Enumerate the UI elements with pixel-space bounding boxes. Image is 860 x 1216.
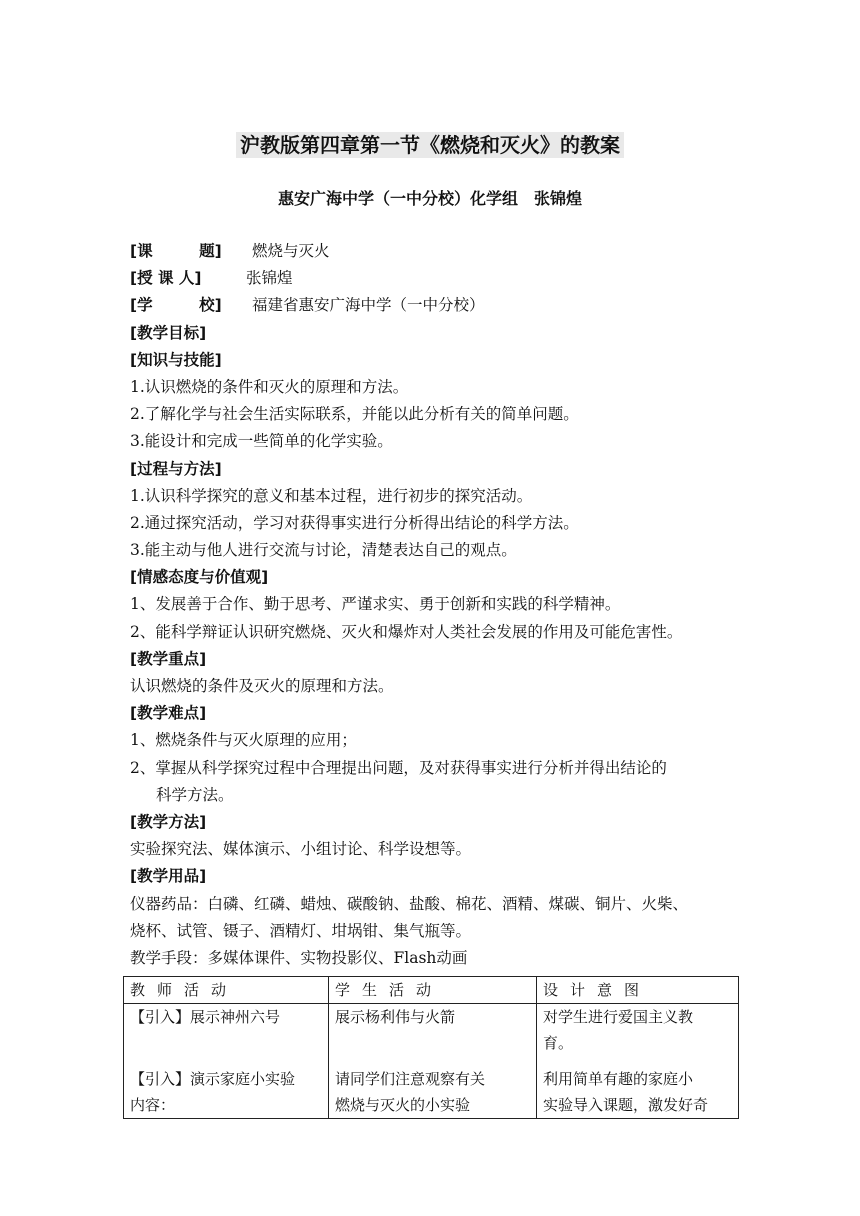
cell-text: 请同学们注意观察有关 <box>335 1070 486 1088</box>
process-item: 2.通过探究活动，学习对获得事实进行分析得出结论的科学方法。 <box>130 513 579 532</box>
teacher-label: [授 课 人] <box>130 269 202 288</box>
difficulty-item: 1、燃烧条件与灭火原理的应用； <box>130 731 357 750</box>
cell-text: 【引入】展示神州六号 <box>130 1008 281 1026</box>
cell-text: 对学生进行爱国主义教 <box>543 1008 694 1026</box>
cell-gap <box>335 1056 530 1066</box>
knowledge-item: 2.了解化学与社会生活实际联系，并能以此分析有关的简单问题。 <box>130 405 579 424</box>
cell-text: 【引入】演示家庭小实验 <box>130 1070 296 1088</box>
school-label: [学 校] <box>130 296 222 315</box>
difficulty-item-continued: 科学方法。 <box>156 785 234 804</box>
document-title <box>0 128 860 162</box>
header-teacher-activity: 教师活动 <box>124 977 329 1004</box>
knowledge-item: 1.认识燃烧的条件和灭火的原理和方法。 <box>130 377 409 396</box>
header-student-activity: 学生活动 <box>329 977 537 1004</box>
process-item: 1.认识科学探究的意义和基本过程，进行初步的探究活动。 <box>130 486 533 505</box>
activity-table <box>123 976 739 1119</box>
teacher-row <box>130 265 740 292</box>
school-row <box>130 292 740 319</box>
table-header-row <box>124 977 739 1004</box>
teacher-value: 张锦煌 <box>246 269 293 288</box>
student-activity-cell <box>329 1004 537 1119</box>
process-item: 3.能主动与他人进行交流与讨论，清楚表达自己的观点。 <box>130 541 517 560</box>
cell-spacer <box>335 1030 530 1056</box>
cell-gap <box>543 1056 732 1066</box>
knowledge-item: 3.能设计和完成一些简单的化学实验。 <box>130 432 393 451</box>
teaching-means-text: 教学手段：多媒体课件、实物投影仪、Flash动画 <box>130 948 468 967</box>
topic-row <box>130 238 740 265</box>
knowledge-heading: [知识与技能] <box>130 350 222 369</box>
table-row <box>124 1004 739 1119</box>
topic-value: 燃烧与灭火 <box>252 242 330 260</box>
cell-spacer <box>130 1030 322 1056</box>
header-design-intent: 设计意图 <box>537 977 739 1004</box>
author-line: 惠安广海中学（一中分校）化学组 张锦煌 <box>277 189 582 208</box>
emotion-heading: [情感态度与价值观] <box>130 568 269 587</box>
lesson-body <box>130 238 740 972</box>
difficulty-heading: [教学难点] <box>130 704 207 723</box>
cell-text: 燃烧与灭火的小实验 <box>335 1096 471 1114</box>
cell-gap <box>130 1056 322 1066</box>
supplies-heading: [教学用品] <box>130 867 207 886</box>
key-points-heading: [教学重点] <box>130 649 207 668</box>
cell-text: 展示杨利伟与火箭 <box>335 1008 456 1026</box>
school-value: 福建省惠安广海中学（一中分校） <box>252 296 485 315</box>
difficulty-item: 2、掌握从科学探究过程中合理提出问题，及对获得事实进行分析并得出结论的 <box>130 758 667 777</box>
goals-heading: [教学目标] <box>130 323 207 342</box>
method-heading: [教学方法] <box>130 812 207 831</box>
emotion-item: 2、能科学辩证认识研究燃烧、灭火和爆炸对人类社会发展的作用及可能危害性。 <box>130 622 683 641</box>
teacher-activity-cell <box>124 1004 329 1119</box>
method-text: 实验探究法、媒体演示、小组讨论、科学设想等。 <box>130 840 472 859</box>
cell-text: 内容： <box>130 1096 176 1114</box>
design-intent-cell <box>537 1004 739 1119</box>
key-points-text: 认识燃烧的条件及灭火的原理和方法。 <box>130 677 394 695</box>
cell-text: 实验导入课题，激发好奇 <box>543 1096 709 1114</box>
title-text: 沪教版第四章第一节《燃烧和灭火》的教案 <box>236 132 624 158</box>
cell-text: 利用简单有趣的家庭小 <box>543 1070 694 1088</box>
supplies-text: 仪器药品：白磷、红磷、蜡烛、碳酸钠、盐酸、棉花、酒精、煤碳、铜片、火柴、 <box>130 894 689 913</box>
emotion-item: 1、发展善于合作、勤于思考、严谨求实、勇于创新和实践的科学精神。 <box>130 595 621 614</box>
cell-text: 育。 <box>543 1034 574 1052</box>
supplies-text-continued: 烧杯、试管、镊子、酒精灯、坩埚钳、集气瓶等。 <box>130 921 472 940</box>
process-heading: [过程与方法] <box>130 459 222 478</box>
topic-label: [课 题] <box>130 242 222 260</box>
